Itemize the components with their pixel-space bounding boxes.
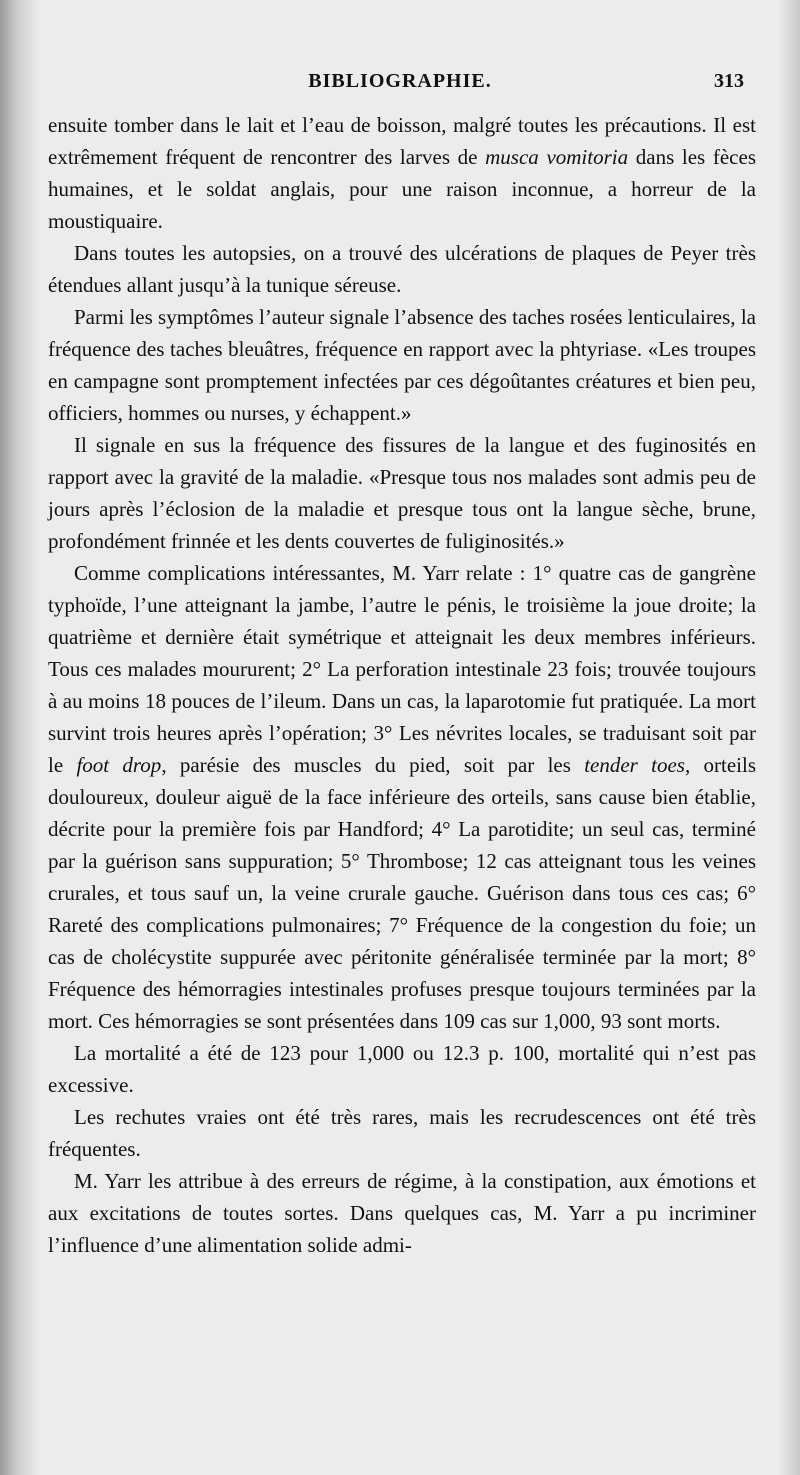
paragraph	[48, 557, 756, 1037]
text-segment: dans les fèces humaines, et le soldat anglais, pour une raison inconnue, a horreur de la moustiquaire.	[48, 145, 756, 233]
running-title: BIBLIOGRAPHIE.	[308, 70, 492, 92]
paragraph	[48, 237, 756, 301]
page-header	[48, 70, 752, 104]
text-segment: Comme complications intéressantes, M. Yarr relate : 1° quatre cas de gangrène typhoïde, l’une atteignant la jambe, l’autre le pénis, le troisième la joue droite; la quatrième et dernière était symétrique et atteignait les deux membres inférieurs. Tous ces malades moururent; 2° La perforation intestinale 23 fois; trouvée toujours à au moins 18 pouces de l’ileum. Dans un cas, la laparotomie fut pratiquée. La mort survint trois heures après l’opération; 3° Les névrites locales, se traduisant soit par le	[48, 561, 756, 777]
paragraph	[48, 1165, 756, 1261]
text-segment: Les rechutes vraies ont été très rares, mais les recrudescences ont été très fréquentes.	[48, 1105, 756, 1161]
text-segment: Dans toutes les autopsies, on a trouvé des ulcérations de plaques de Peyer très étendues allant jusqu’à la tunique séreuse.	[48, 241, 756, 297]
italic-term: foot drop	[76, 753, 162, 777]
body-text	[48, 109, 756, 1261]
paragraph	[48, 1037, 756, 1101]
text-segment: , orteils douloureux, douleur aiguë de la face inférieure des orteils, sans cause bien établie, décrite pour la première fois par Handford; 4° La parotidite; un seul cas, terminé par la guérison sans suppuration; 5° Thrombose; 12 cas atteignant tous les veines crurales, et tous sauf un, la veine crurale gauche. Guérison dans tous ces cas; 6° Rareté des complications pulmonaires; 7° Fréquence de la congestion du foie; un cas de cholécystite suppurée avec péritonite généralisée terminée par la mort; 8° Fréquence des hémorragies intestinales profuses presque toujours terminées par la mort. Ces hémorragies se sont présentées dans 109 cas sur 1,000, 93 sont morts.	[48, 753, 757, 1033]
italic-term: tender toes	[584, 753, 685, 777]
text-segment: Il signale en sus la fréquence des fissures de la langue et des fuginosités en rapport avec la gravité de la maladie. «Presque tous nos malades sont admis peu de jours après l’éclosion de la maladie et presque tous ont la langue sèche, brune, profondément frinnée et les dents couvertes de fuliginosités.»	[48, 433, 756, 553]
paragraph	[48, 1101, 756, 1165]
text-segment: La mortalité a été de 123 pour 1,000 ou 12.3 p. 100, mortalité qui n’est pas excessive.	[48, 1041, 756, 1097]
italic-term: musca vomitoria	[485, 145, 629, 169]
text-segment: ensuite tomber dans le lait et l’eau de boisson, malgré toutes les précautions. Il est extrêmement fréquent de rencontrer des larves de	[48, 113, 756, 169]
paragraph	[48, 301, 756, 429]
paragraph	[48, 109, 756, 237]
page-number: 313	[714, 70, 744, 92]
text-segment: , parésie des muscles du pied, soit par les	[161, 753, 585, 777]
text-segment: M. Yarr les attribue à des erreurs de régime, à la constipation, aux émotions et aux excitations de toutes sortes. Dans quelques cas, M. Yarr a pu incriminer l’influence d’une alimentation solide admi-	[48, 1169, 756, 1257]
text-segment: Parmi les symptômes l’auteur signale l’absence des taches rosées lenticulaires, la fréquence des taches bleuâtres, fréquence en rapport avec la phtyriase. «Les troupes en campagne sont promptement infectées par ces dégoûtantes créatures et bien peu, officiers, hommes ou nurses, y échappent.»	[48, 305, 756, 425]
paragraph	[48, 429, 756, 557]
